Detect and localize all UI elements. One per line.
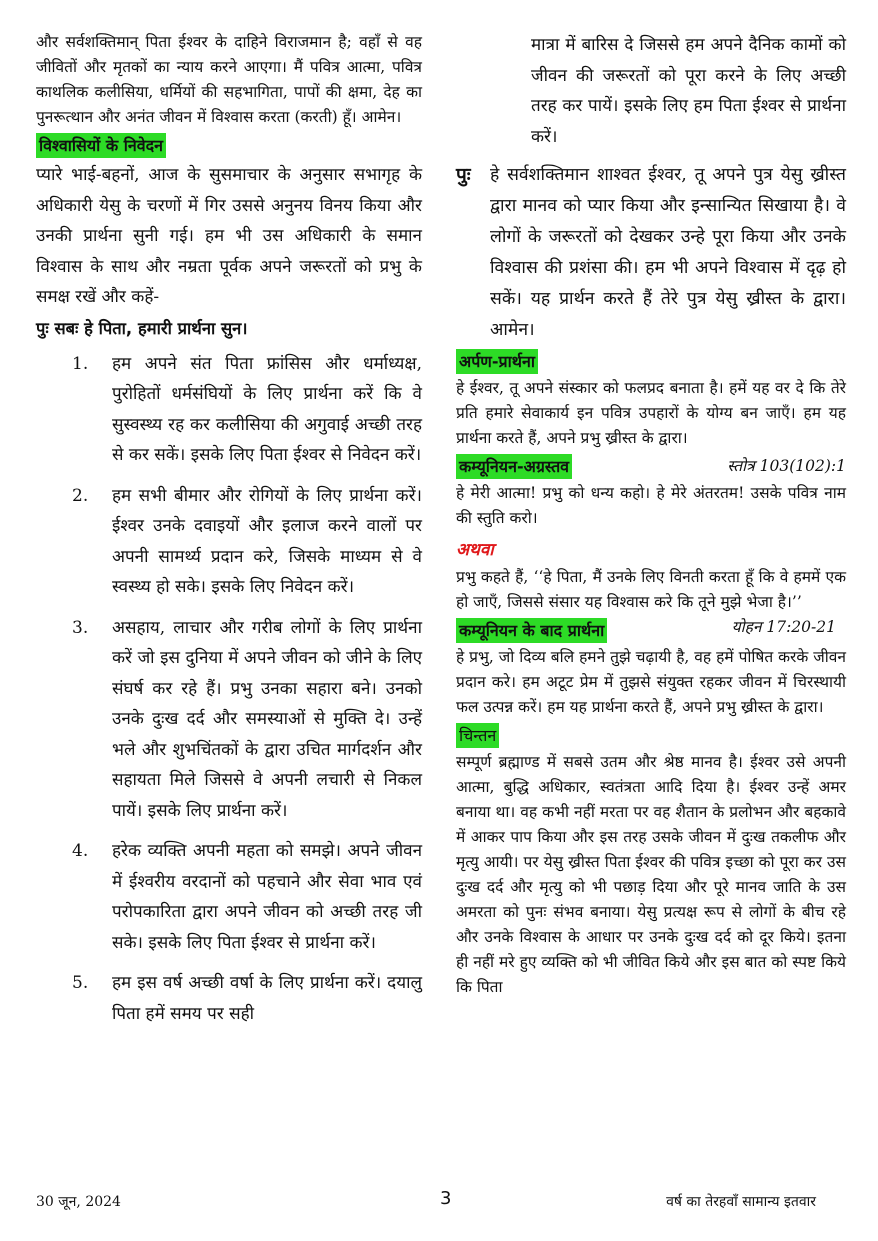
reflection-heading: चिन्तन xyxy=(456,723,499,748)
prayer-text: हम अपने संत पिता फ्रांसिस और धर्माध्यक्ष, पुरोहितों धर्मसंघियों के लिए प्रार्थना करें कि वे सुस्वस्थ्य रह कर कलीसिया की अगुवाई अच्छी तरह से कर सकें। इसके लिए पिता ईश्वर से निवेदन करें। xyxy=(112,353,422,465)
prayer-item xyxy=(36,836,422,958)
prayer-text: असहाय, लाचार और गरीब लोगों के लिए प्रार्थना करें जो इस दुनिया में अपने जीवन को जीने के लिए संघर्ष कर रहे हैं। प्रभु उनका सहारा बने। उनको उनके दुःख दर्द और समस्याओं से मुक्ति दे। उन्हें भले और शुभचिंतकों के द्वारा उचित मार्गदर्शन और सहायता मिले जिससे वे अपनी लचारी से निकल पायें। इसके लिए प्रार्थना करें। xyxy=(112,617,422,821)
response-line: पुः सबः हे पिता, हमारी प्रार्थना सुन। xyxy=(36,318,248,338)
prayer-list xyxy=(36,349,422,1030)
prayer-item xyxy=(36,481,422,603)
closing-prayer-block xyxy=(456,160,846,346)
prayer-item xyxy=(36,613,422,827)
prayer-item xyxy=(36,349,422,471)
prayer-number: 2. xyxy=(72,485,89,506)
prayer-text: हम इस वर्ष अच्छी वर्षा के लिए प्रार्थना करें। दयालु पिता हमें समय पर सही xyxy=(112,973,422,1024)
left-column xyxy=(36,30,422,1039)
offering-heading: अर्पण-प्रार्थना xyxy=(456,349,538,374)
prayer-number: 3. xyxy=(72,617,89,638)
prayer-text: हम सभी बीमार और रोगियों के लिए प्रार्थना करें। ईश्वर उनके दवाइयों और इलाज करने वालों पर अपनी सामर्थ्य प्रदान करे, जिसके माध्यम से वे स्वस्थ्य हो सके। इसके लिए निवेदन करें। xyxy=(112,485,422,597)
communion-header-row xyxy=(456,451,846,481)
prayer-item xyxy=(36,968,422,1029)
right-column xyxy=(456,30,846,1000)
prayer-number: 5. xyxy=(72,973,89,993)
prayer5-continuation: मात्रा में बारिस दे जिससे हम अपने दैनिक कामों को जीवन की जरूरतों को पूरा करने के लिए अच्छी तरह कर पायें। इसके लिए हम पिता ईश्वर से प्रार्थना करें। xyxy=(531,35,846,147)
alternate-text: प्रभु कहते हैं, ‘‘हे पिता, मैं उनके लिए विनती करता हूँ कि वे हममें एक हो जाएँ, जिससे संसार यह विश्वास करे कि तूने मुझे भेजा है।’’ xyxy=(456,568,846,611)
footer-date: 30 जून, 2024 xyxy=(36,1194,121,1210)
prayer-number: 1. xyxy=(72,353,89,374)
creed-end-text: और सर्वशक्तिमान् पिता ईश्वर के दाहिने विराजमान है; वहाँ से वह जीवितों और मृतकों का न्याय करने आएगा। मैं पवित्र आत्मा, पवित्र काथलिक कलीसिया, धर्मियों की सहभागिता, पापों की क्षमा, देह का पुनरूत्थान और अनंत जीवन में विश्वास करता (करती) हूँ। आमेन। xyxy=(36,33,422,126)
communion-heading: कम्यूनियन-अग्रस्तव xyxy=(456,454,572,479)
closing-prayer-text: हे सर्वशक्तिमान शाश्वत ईश्वर, तू अपने पुत्र येसु ख्रीस्त द्वारा मानव को प्यार किया और इन्सान्यित सिखाया है। वे लोगों के जरूरतों को देखकर उन्हे पूरा किया और उनके विश्वास की प्रशंसा की। हम भी अपने विश्वास में दृढ़ हो सकें। यह प्रार्थन करते हैं तेरे पुत्र येसु ख्रीस्त के द्वारा। आमेन। xyxy=(490,165,846,340)
communion-text: हे मेरी आत्मा! प्रभु को धन्य कहो। हे मेरे अंतरतम! उसके पवित्र नाम की स्तुति करो। xyxy=(456,484,846,527)
reflection-text: सम्पूर्ण ब्रह्माण्ड में सबसे उतम और श्रेष्ठ मानव है। ईश्वर उसे अपनी आत्मा, बुद्धि अधिकार, स्वतंत्रता आदि दिया है। ईश्वर उन्हें अमर बनाया था। वह कभी नहीं मरता पर वह शैतान के प्रलोभन और बहकावे में आकर पाप किया और इस तरह उसके जीवन में दुःख तकलीफ और मृत्यु आयी। पर येसु ख्रीस्त पिता ईश्वर की पवित्र इच्छा को पूरा कर उस दुःख दर्द और मृत्यु को भी पछाड़ दिया और पूरे मानव जाति के उस अमरता को पुनः संभव बनाया। येसु प्रत्यक्ष रूप से लोगों के बीच रहे और उनके विश्वास के आधार पर उनके दुःख दर्द को दूर किये। इतना ही नहीं मरे हुए व्यक्ति को भी जीवित किये और इस बात को स्पष्ट किये कि पिता xyxy=(456,753,846,996)
footer-sunday-title: वर्ष का तेरहवाँ सामान्य इतवार xyxy=(666,1194,816,1210)
offering-text: हे ईश्वर, तू अपने संस्कार को फलप्रद बनाता है। हमें यह वर दे कि तेरे प्रति हमारे सेवाकार्य इन पवित्र उपहारों के योग्य बन जाएँ। हम यह प्रार्थना करते हैं, अपने प्रभु ख्रीस्त के द्वारा। xyxy=(456,379,846,447)
post-communion-text: हे प्रभु, जो दिव्य बलि हमने तुझे चढ़ायी है, वह हमें पोषित करके जीवन प्रदान करे। हम अटूट प्रेम में तुझसे संयुक्त रहकर जीवन में चिरस्थायी फल उत्पन्न करें। हम यह प्रार्थना करते हैं, अपने प्रभु ख्रीस्त के द्वारा। xyxy=(456,648,846,716)
prayer-text: हरेक व्यक्ति अपनी महता को समझे। अपने जीवन में ईश्वरीय वरदानों को पहचाने और सेवा भाव एवं परोपकारिता द्वारा अपने जीवन को अच्छी तरह जी सके। इसके लिए पिता ईश्वर से प्रार्थना करें। xyxy=(112,841,422,953)
alternate-reference: योहन 17:20-21 xyxy=(731,618,836,636)
page-footer xyxy=(36,1188,846,1216)
prayer-number: 4. xyxy=(72,841,89,861)
or-label: अथवा xyxy=(456,540,494,560)
faithful-heading: विश्वासियों के निवेदन xyxy=(36,133,166,158)
post-communion-heading: कम्यूनियन के बाद प्रार्थना xyxy=(456,618,607,643)
page-number: 3 xyxy=(440,1188,452,1209)
faithful-intro: प्यारे भाई-बहनों, आज के सुसमाचार के अनुसार सभागृह के अधिकारी येसु के चरणों में गिर उससे अनुनय विनय किया और उनकी प्रार्थना सुनी गई। हम भी उस अधिकारी के समान विश्वास के साथ और नम्रता पूर्वक अपने जरूरतों को प्रभु के समक्ष रखें और कहें- xyxy=(36,165,422,307)
pu-label: पुः xyxy=(456,164,471,186)
communion-reference: स्तोत्र 103(102):1 xyxy=(727,456,846,475)
